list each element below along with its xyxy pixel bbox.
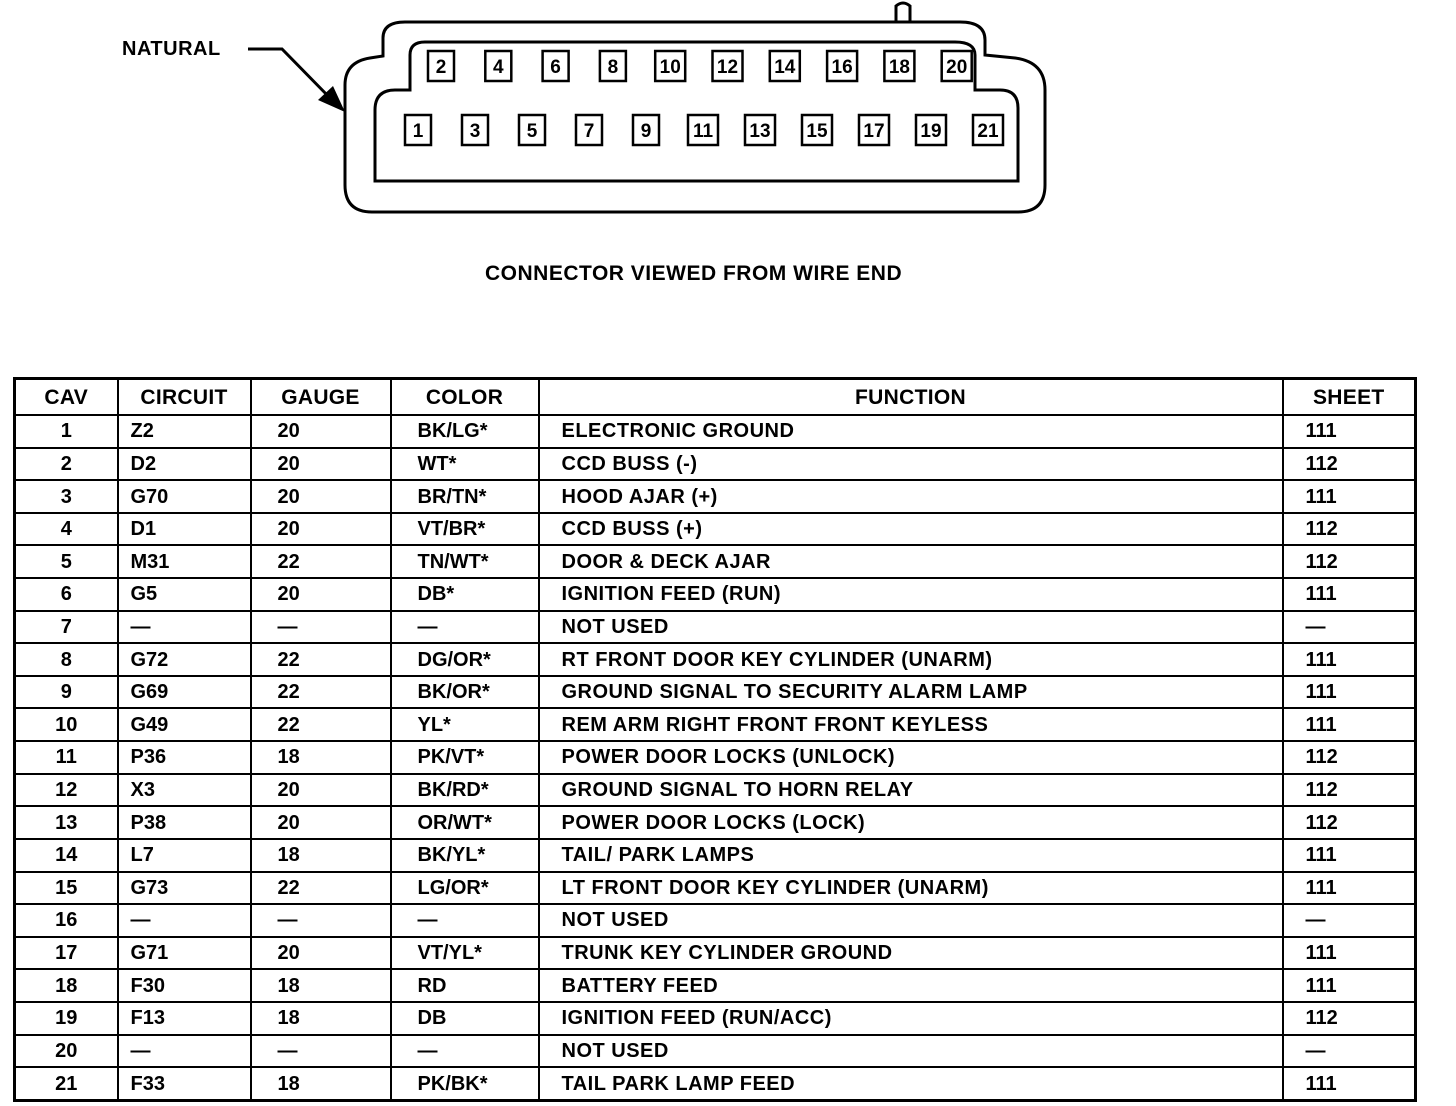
cell-circuit: Z2 — [118, 415, 251, 448]
table-row — [15, 904, 1416, 937]
cell-function: GROUND SIGNAL TO SECURITY ALARM LAMP — [539, 676, 1283, 709]
cell-sheet: 111 — [1283, 969, 1416, 1002]
cell-circuit: G5 — [118, 578, 251, 611]
cell-gauge: 22 — [251, 643, 391, 676]
cell-sheet: — — [1283, 904, 1416, 937]
cell-gauge: 20 — [251, 806, 391, 839]
cell-sheet: — — [1283, 1035, 1416, 1068]
cell-gauge: 20 — [251, 774, 391, 807]
cell-color: WT* — [391, 448, 539, 481]
table-row — [15, 480, 1416, 513]
cell-gauge: 20 — [251, 937, 391, 970]
table-row — [15, 545, 1416, 578]
cell-sheet: 111 — [1283, 578, 1416, 611]
header-gauge: GAUGE — [251, 379, 391, 416]
table-row — [15, 839, 1416, 872]
cell-circuit: — — [118, 1035, 251, 1068]
cell-function: TAIL/ PARK LAMPS — [539, 839, 1283, 872]
cell-function: NOT USED — [539, 611, 1283, 644]
cell-sheet: — — [1283, 611, 1416, 644]
cell-gauge: 18 — [251, 969, 391, 1002]
cell-circuit: G72 — [118, 643, 251, 676]
connector-housing-inner — [375, 42, 1018, 181]
table-row — [15, 513, 1416, 546]
cell-gauge: — — [251, 611, 391, 644]
pin-label: 17 — [863, 121, 885, 142]
cell-function: CCD BUSS (+) — [539, 513, 1283, 546]
cell-sheet: 111 — [1283, 676, 1416, 709]
cell-sheet: 112 — [1283, 806, 1416, 839]
cell-sheet: 111 — [1283, 839, 1416, 872]
cell-function: LT FRONT DOOR KEY CYLINDER (UNARM) — [539, 872, 1283, 905]
cell-gauge: 20 — [251, 578, 391, 611]
cell-cav: 19 — [15, 1002, 118, 1035]
cell-function: TRUNK KEY CYLINDER GROUND — [539, 937, 1283, 970]
cell-cav: 1 — [15, 415, 118, 448]
cell-cav: 21 — [15, 1067, 118, 1100]
cell-function: CCD BUSS (-) — [539, 448, 1283, 481]
cell-sheet: 112 — [1283, 741, 1416, 774]
cell-function: RT FRONT DOOR KEY CYLINDER (UNARM) — [539, 643, 1283, 676]
table-row — [15, 1035, 1416, 1068]
cell-function: ELECTRONIC GROUND — [539, 415, 1283, 448]
table-row — [15, 415, 1416, 448]
cell-cav: 4 — [15, 513, 118, 546]
cell-sheet: 111 — [1283, 872, 1416, 905]
table-row — [15, 741, 1416, 774]
cell-function: NOT USED — [539, 904, 1283, 937]
pin-label: 4 — [493, 57, 504, 78]
cell-color: DB — [391, 1002, 539, 1035]
table-header-row — [15, 379, 1416, 416]
pin-label: 20 — [946, 57, 968, 78]
cell-color: TN/WT* — [391, 545, 539, 578]
cell-cav: 5 — [15, 545, 118, 578]
cell-circuit: M31 — [118, 545, 251, 578]
table-row — [15, 578, 1416, 611]
table-row — [15, 1067, 1416, 1100]
pin-label: 14 — [774, 57, 796, 78]
cell-color: PK/VT* — [391, 741, 539, 774]
header-cav: CAV — [15, 379, 118, 416]
pin-label: 13 — [749, 121, 771, 142]
cell-circuit: F30 — [118, 969, 251, 1002]
cell-color: RD — [391, 969, 539, 1002]
pin-label: 12 — [716, 57, 739, 78]
cell-cav: 13 — [15, 806, 118, 839]
header-circuit: CIRCUIT — [118, 379, 251, 416]
cell-circuit: L7 — [118, 839, 251, 872]
cell-cav: 17 — [15, 937, 118, 970]
cell-gauge: — — [251, 904, 391, 937]
pin-label: 6 — [550, 57, 561, 78]
cell-color: — — [391, 1035, 539, 1068]
cell-circuit: F33 — [118, 1067, 251, 1100]
cell-function: NOT USED — [539, 1035, 1283, 1068]
cell-color: PK/BK* — [391, 1067, 539, 1100]
pin-label: 5 — [526, 121, 538, 142]
table-row — [15, 676, 1416, 709]
cell-sheet: 112 — [1283, 774, 1416, 807]
pins-bottom-row — [405, 115, 1003, 145]
cell-color: LG/OR* — [391, 872, 539, 905]
natural-leader-line — [248, 49, 332, 100]
connector-caption: CONNECTOR VIEWED FROM WIRE END — [485, 262, 903, 285]
table-row — [15, 1002, 1416, 1035]
pin-label: 18 — [888, 57, 910, 78]
cell-color: — — [391, 611, 539, 644]
cell-cav: 7 — [15, 611, 118, 644]
cell-gauge: 18 — [251, 1002, 391, 1035]
pins-top-row — [428, 51, 972, 81]
cell-circuit: P36 — [118, 741, 251, 774]
cell-cav: 15 — [15, 872, 118, 905]
cell-cav: 16 — [15, 904, 118, 937]
table-row — [15, 643, 1416, 676]
cell-sheet: 112 — [1283, 513, 1416, 546]
cell-circuit: — — [118, 904, 251, 937]
cell-function: POWER DOOR LOCKS (UNLOCK) — [539, 741, 1283, 774]
pin-label: 15 — [806, 121, 828, 142]
table-row — [15, 448, 1416, 481]
cell-color: BK/YL* — [391, 839, 539, 872]
table-row — [15, 708, 1416, 741]
cell-circuit: G69 — [118, 676, 251, 709]
cell-color: — — [391, 904, 539, 937]
cell-circuit: G73 — [118, 872, 251, 905]
cell-circuit: G70 — [118, 480, 251, 513]
pin-label: 19 — [920, 121, 942, 142]
cell-cav: 2 — [15, 448, 118, 481]
cell-function: HOOD AJAR (+) — [539, 480, 1283, 513]
cell-gauge: 18 — [251, 1067, 391, 1100]
cell-circuit: X3 — [118, 774, 251, 807]
cell-cav: 9 — [15, 676, 118, 709]
cell-gauge: 20 — [251, 513, 391, 546]
header-sheet: SHEET — [1283, 379, 1416, 416]
table-row — [15, 611, 1416, 644]
cell-color: BR/TN* — [391, 480, 539, 513]
header-function: FUNCTION — [539, 379, 1283, 416]
cell-sheet: 111 — [1283, 643, 1416, 676]
cell-sheet: 111 — [1283, 708, 1416, 741]
cell-function: BATTERY FEED — [539, 969, 1283, 1002]
cell-sheet: 112 — [1283, 545, 1416, 578]
pin-label: 10 — [659, 57, 681, 78]
pinout-table — [13, 377, 1417, 1102]
cell-function: IGNITION FEED (RUN/ACC) — [539, 1002, 1283, 1035]
cell-cav: 20 — [15, 1035, 118, 1068]
cell-cav: 8 — [15, 643, 118, 676]
cell-circuit: G49 — [118, 708, 251, 741]
cell-color: YL* — [391, 708, 539, 741]
cell-color: DG/OR* — [391, 643, 539, 676]
table-row — [15, 774, 1416, 807]
cell-color: BK/RD* — [391, 774, 539, 807]
cell-gauge: — — [251, 1035, 391, 1068]
cell-sheet: 111 — [1283, 1067, 1416, 1100]
pin-label: 9 — [640, 121, 652, 142]
cell-function: GROUND SIGNAL TO HORN RELAY — [539, 774, 1283, 807]
cell-color: BK/OR* — [391, 676, 539, 709]
cell-gauge: 20 — [251, 415, 391, 448]
cell-color: BK/LG* — [391, 415, 539, 448]
cell-gauge: 22 — [251, 708, 391, 741]
pin-label: 3 — [469, 121, 481, 142]
pin-label: 2 — [435, 57, 447, 78]
cell-gauge: 18 — [251, 741, 391, 774]
pin-label: 11 — [692, 121, 714, 142]
cell-circuit: D1 — [118, 513, 251, 546]
table-row — [15, 937, 1416, 970]
cell-circuit: G71 — [118, 937, 251, 970]
header-color: COLOR — [391, 379, 539, 416]
cell-sheet: 111 — [1283, 415, 1416, 448]
cell-circuit: D2 — [118, 448, 251, 481]
pin-label: 1 — [412, 121, 424, 142]
cell-function: DOOR & DECK AJAR — [539, 545, 1283, 578]
cell-sheet: 111 — [1283, 480, 1416, 513]
cell-circuit: — — [118, 611, 251, 644]
cell-function: POWER DOOR LOCKS (LOCK) — [539, 806, 1283, 839]
cell-gauge: 20 — [251, 480, 391, 513]
connector-latch — [896, 3, 910, 22]
pin-label: 7 — [583, 121, 595, 142]
cell-cav: 11 — [15, 741, 118, 774]
cell-gauge: 20 — [251, 448, 391, 481]
cell-cav: 12 — [15, 774, 118, 807]
cell-cav: 3 — [15, 480, 118, 513]
cell-cav: 10 — [15, 708, 118, 741]
cell-function: IGNITION FEED (RUN) — [539, 578, 1283, 611]
cell-gauge: 22 — [251, 545, 391, 578]
cell-cav: 18 — [15, 969, 118, 1002]
pin-label: 8 — [607, 57, 619, 78]
cell-color: DB* — [391, 578, 539, 611]
cell-circuit: P38 — [118, 806, 251, 839]
cell-cav: 6 — [15, 578, 118, 611]
natural-label: NATURAL — [122, 38, 221, 60]
table-row — [15, 806, 1416, 839]
cell-sheet: 112 — [1283, 448, 1416, 481]
table-row — [15, 969, 1416, 1002]
cell-sheet: 111 — [1283, 937, 1416, 970]
cell-sheet: 112 — [1283, 1002, 1416, 1035]
table-row — [15, 872, 1416, 905]
cell-color: OR/WT* — [391, 806, 539, 839]
cell-gauge: 22 — [251, 676, 391, 709]
cell-circuit: F13 — [118, 1002, 251, 1035]
cell-gauge: 22 — [251, 872, 391, 905]
cell-color: VT/BR* — [391, 513, 539, 546]
cell-function: TAIL PARK LAMP FEED — [539, 1067, 1283, 1100]
cell-cav: 14 — [15, 839, 118, 872]
cell-function: REM ARM RIGHT FRONT FRONT KEYLESS — [539, 708, 1283, 741]
pin-label: 16 — [831, 57, 853, 78]
pin-label: 21 — [977, 121, 999, 142]
cell-gauge: 18 — [251, 839, 391, 872]
cell-color: VT/YL* — [391, 937, 539, 970]
